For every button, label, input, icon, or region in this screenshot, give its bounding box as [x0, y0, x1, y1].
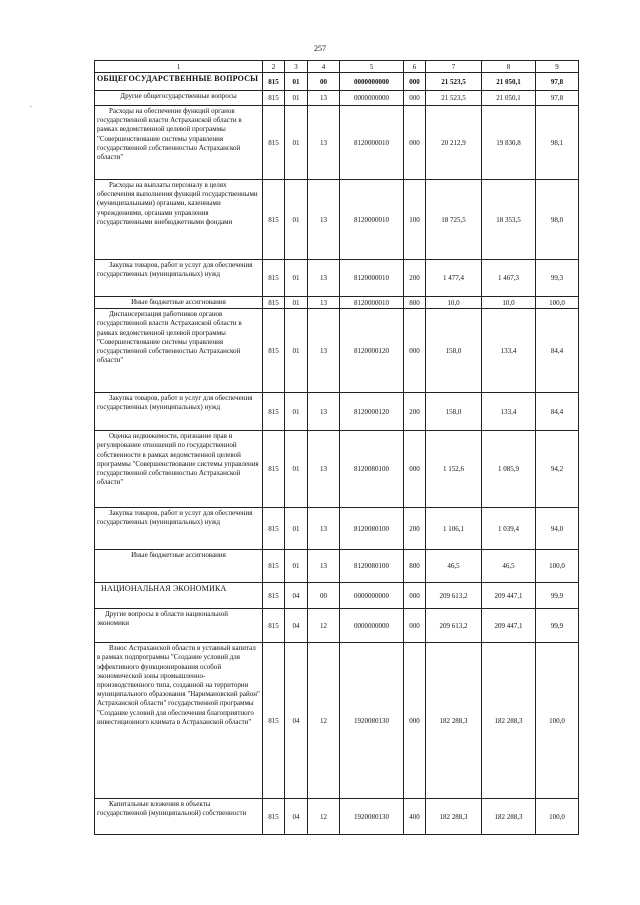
- cell-col8: 209 447,1: [482, 609, 536, 643]
- row-name: Закупка товаров, работ и услуг для обеспечения государственных (муниципальных) нужд: [95, 393, 263, 431]
- cell-col6: 800: [404, 297, 426, 309]
- cell-col5: 0000000000: [340, 583, 404, 609]
- table-row: [95, 297, 579, 309]
- cell-col8: 21 050,1: [482, 91, 536, 106]
- cell-col8: 19 830,8: [482, 106, 536, 180]
- cell-col2: 815: [263, 180, 285, 260]
- cell-col2: 815: [263, 550, 285, 583]
- cell-col4: 13: [308, 508, 340, 550]
- cell-col7: 158,0: [426, 309, 482, 393]
- cell-col7: 20 212,9: [426, 106, 482, 180]
- cell-col9: 84,4: [536, 393, 579, 431]
- cell-col3: 04: [285, 583, 308, 609]
- table-row: [95, 550, 579, 583]
- cell-col3: 01: [285, 91, 308, 106]
- cell-col7: 209 613,2: [426, 583, 482, 609]
- cell-col9: 100,0: [536, 297, 579, 309]
- cell-col6: 000: [404, 431, 426, 508]
- column-header: 8: [482, 61, 536, 73]
- cell-col2: 815: [263, 799, 285, 835]
- cell-col7: 209 613,2: [426, 609, 482, 643]
- cell-col2: 815: [263, 609, 285, 643]
- cell-col5: 1920080130: [340, 799, 404, 835]
- cell-col8: 21 050,1: [482, 73, 536, 91]
- table-row: [95, 106, 579, 180]
- table-row: [95, 508, 579, 550]
- cell-col6: 000: [404, 583, 426, 609]
- cell-col8: 18 353,5: [482, 180, 536, 260]
- cell-col4: 13: [308, 393, 340, 431]
- column-header: 9: [536, 61, 579, 73]
- cell-col6: 200: [404, 508, 426, 550]
- cell-col6: 800: [404, 550, 426, 583]
- stray-mark: -: [30, 104, 32, 110]
- cell-col4: 13: [308, 91, 340, 106]
- row-name: Расходы на обеспечение функций органов государственной власти Астраханской области в рамках ведомственной целевой программы "Совершенствование системы управления государственной собственностью Астраханской области": [95, 106, 263, 180]
- cell-col2: 815: [263, 91, 285, 106]
- cell-col3: 01: [285, 180, 308, 260]
- cell-col8: 133,4: [482, 309, 536, 393]
- column-header: 3: [285, 61, 308, 73]
- cell-col5: 8120000010: [340, 260, 404, 297]
- table-row: [95, 260, 579, 297]
- cell-col9: 98,1: [536, 106, 579, 180]
- cell-col3: 01: [285, 508, 308, 550]
- cell-col4: 13: [308, 550, 340, 583]
- row-name: Диспансеризация работников органов государственной власти Астраханской области в рамках ведомственной целевой программы "Совершенствование системы управления государственной собственностью Астраханской области": [95, 309, 263, 393]
- cell-col6: 000: [404, 609, 426, 643]
- cell-col2: 815: [263, 583, 285, 609]
- cell-col4: 13: [308, 297, 340, 309]
- row-name: Закупка товаров, работ и услуг для обеспечения государственных (муниципальных) нужд: [95, 260, 263, 297]
- budget-table: [94, 60, 579, 835]
- column-header: 1: [95, 61, 263, 73]
- cell-col3: 01: [285, 260, 308, 297]
- cell-col3: 01: [285, 550, 308, 583]
- cell-col9: 84,4: [536, 309, 579, 393]
- cell-col8: 46,5: [482, 550, 536, 583]
- cell-col7: 182 288,3: [426, 643, 482, 799]
- cell-col5: 0000000000: [340, 609, 404, 643]
- table-row: [95, 180, 579, 260]
- cell-col2: 815: [263, 106, 285, 180]
- row-name: Капитальные вложения в объекты государственной (муниципальной) собственности: [95, 799, 263, 835]
- cell-col2: 815: [263, 260, 285, 297]
- table-row: [95, 799, 579, 835]
- cell-col8: 1 467,3: [482, 260, 536, 297]
- cell-col6: 000: [404, 91, 426, 106]
- table-row: [95, 309, 579, 393]
- cell-col6: 000: [404, 106, 426, 180]
- row-name: Другие вопросы в области национальной экономики: [95, 609, 263, 643]
- row-name: Иные бюджетные ассигнования: [95, 297, 263, 309]
- cell-col7: 1 106,1: [426, 508, 482, 550]
- header-row: [95, 61, 579, 73]
- column-header: 2: [263, 61, 285, 73]
- cell-col3: 01: [285, 393, 308, 431]
- cell-col9: 94,2: [536, 431, 579, 508]
- cell-col6: 000: [404, 73, 426, 91]
- cell-col9: 97,8: [536, 91, 579, 106]
- column-header: 7: [426, 61, 482, 73]
- cell-col6: 400: [404, 799, 426, 835]
- row-name: Иные бюджетные ассигнования: [95, 550, 263, 583]
- table-row: [95, 73, 579, 91]
- table-row: [95, 643, 579, 799]
- row-name: ОБЩЕГОСУДАРСТВЕННЫЕ ВОПРОСЫ: [95, 73, 263, 91]
- column-header: 4: [308, 61, 340, 73]
- cell-col2: 815: [263, 508, 285, 550]
- row-name: Взнос Астраханской области в уставный капитал в рамках подпрограммы "Создание условий для эффективного функционирования особой экономической зоны промышленно-производственного типа, созданной на территории муниципального образования "Наримановский район" Астраханской области" государственной программы "Создание условий для обеспечения благоприятного инвестиционного климата в Астраханской области": [95, 643, 263, 799]
- row-name: Другие общегосударственные вопросы: [95, 91, 263, 106]
- cell-col3: 01: [285, 309, 308, 393]
- cell-col3: 04: [285, 609, 308, 643]
- cell-col3: 01: [285, 431, 308, 508]
- cell-col4: 00: [308, 73, 340, 91]
- cell-col4: 12: [308, 799, 340, 835]
- cell-col5: 8120000010: [340, 180, 404, 260]
- column-header: 5: [340, 61, 404, 73]
- cell-col2: 815: [263, 73, 285, 91]
- cell-col5: 1920080130: [340, 643, 404, 799]
- row-name: Расходы на выплаты персоналу в целях обеспечения выполнения функций государственными (муниципальными) органами, казенными учреждениями, органами управления государственными внебюджетными фондами: [95, 180, 263, 260]
- table-row: [95, 609, 579, 643]
- cell-col8: 182 288,3: [482, 799, 536, 835]
- cell-col9: 97,8: [536, 73, 579, 91]
- cell-col4: 13: [308, 260, 340, 297]
- cell-col5: 8120000120: [340, 309, 404, 393]
- cell-col4: 13: [308, 309, 340, 393]
- cell-col7: 46,5: [426, 550, 482, 583]
- cell-col2: 815: [263, 643, 285, 799]
- table-row: [95, 91, 579, 106]
- cell-col9: 99,3: [536, 260, 579, 297]
- cell-col5: 8120080100: [340, 550, 404, 583]
- cell-col4: 13: [308, 431, 340, 508]
- cell-col2: 815: [263, 431, 285, 508]
- cell-col3: 04: [285, 799, 308, 835]
- cell-col6: 100: [404, 180, 426, 260]
- cell-col7: 1 477,4: [426, 260, 482, 297]
- cell-col5: 0000000000: [340, 91, 404, 106]
- cell-col3: 01: [285, 106, 308, 180]
- cell-col6: 000: [404, 309, 426, 393]
- cell-col9: 94,0: [536, 508, 579, 550]
- cell-col8: 133,4: [482, 393, 536, 431]
- cell-col8: 182 288,3: [482, 643, 536, 799]
- cell-col9: 99,9: [536, 583, 579, 609]
- cell-col2: 815: [263, 297, 285, 309]
- row-name: НАЦИОНАЛЬНАЯ ЭКОНОМИКА: [95, 583, 263, 609]
- cell-col7: 18 725,5: [426, 180, 482, 260]
- cell-col4: 13: [308, 106, 340, 180]
- cell-col9: 100,0: [536, 550, 579, 583]
- cell-col6: 000: [404, 643, 426, 799]
- cell-col2: 815: [263, 393, 285, 431]
- cell-col5: 0000000000: [340, 73, 404, 91]
- cell-col5: 8120000010: [340, 297, 404, 309]
- cell-col2: 815: [263, 309, 285, 393]
- table-row: [95, 431, 579, 508]
- column-header: 6: [404, 61, 426, 73]
- cell-col7: 182 288,3: [426, 799, 482, 835]
- cell-col7: 10,0: [426, 297, 482, 309]
- row-name: Закупка товаров, работ и услуг для обеспечения государственных (муниципальных) нужд: [95, 508, 263, 550]
- cell-col7: 21 523,5: [426, 73, 482, 91]
- cell-col6: 200: [404, 393, 426, 431]
- cell-col4: 12: [308, 609, 340, 643]
- cell-col3: 01: [285, 297, 308, 309]
- cell-col5: 8120000010: [340, 106, 404, 180]
- cell-col9: 98,0: [536, 180, 579, 260]
- cell-col4: 00: [308, 583, 340, 609]
- row-name: Оценка недвижимости, признание прав и регулирование отношений по государственной собственности в рамках ведомственной целевой программы "Совершенствование системы управления государственной собственностью Астраханской области": [95, 431, 263, 508]
- cell-col8: 1 085,9: [482, 431, 536, 508]
- cell-col6: 200: [404, 260, 426, 297]
- cell-col9: 100,0: [536, 799, 579, 835]
- cell-col4: 13: [308, 180, 340, 260]
- table-row: [95, 393, 579, 431]
- cell-col7: 21 523,5: [426, 91, 482, 106]
- cell-col7: 1 152,6: [426, 431, 482, 508]
- page-number: 257: [314, 44, 326, 53]
- cell-col3: 04: [285, 643, 308, 799]
- cell-col8: 209 447,1: [482, 583, 536, 609]
- table-row: [95, 583, 579, 609]
- cell-col5: 8120000120: [340, 393, 404, 431]
- cell-col3: 01: [285, 73, 308, 91]
- cell-col5: 8120080100: [340, 431, 404, 508]
- cell-col9: 99,9: [536, 609, 579, 643]
- cell-col7: 158,0: [426, 393, 482, 431]
- cell-col8: 1 039,4: [482, 508, 536, 550]
- cell-col4: 12: [308, 643, 340, 799]
- cell-col5: 8120080100: [340, 508, 404, 550]
- cell-col9: 100,0: [536, 643, 579, 799]
- cell-col8: 10,0: [482, 297, 536, 309]
